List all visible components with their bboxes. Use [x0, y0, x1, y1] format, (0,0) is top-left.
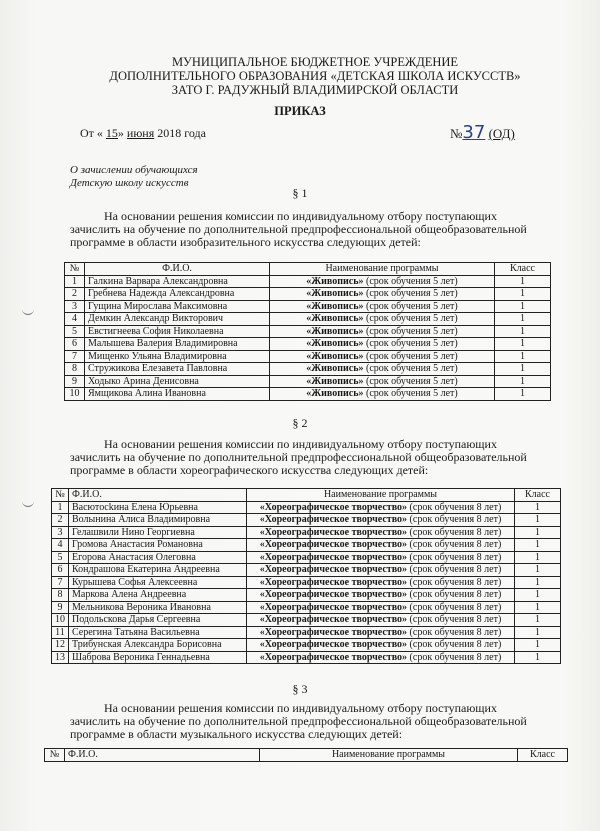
class-number: 1: [515, 614, 561, 627]
student-name: Демкин Александр Викторович: [85, 313, 270, 326]
program-name: [247, 539, 515, 552]
program-title: «Хореографическое творчество»: [259, 526, 408, 538]
class-number: 1: [515, 626, 561, 639]
col-program-header: Наименование программы: [247, 489, 515, 502]
row-number: 6: [52, 564, 69, 577]
table-row: [65, 338, 551, 351]
row-number: 7: [52, 576, 69, 589]
class-number: 1: [515, 639, 561, 652]
class-number: 1: [495, 363, 551, 376]
col-class-header: Класс: [495, 263, 551, 276]
table-row: [52, 501, 561, 514]
program-name: [270, 300, 495, 313]
table-row: [52, 601, 561, 614]
paragraph-line: зачислить на обучение по дополнительной предпрофессиональной общеобразовательной: [70, 222, 527, 236]
class-number: 1: [515, 551, 561, 564]
program-term: (срок обучения 8 лет): [409, 501, 502, 513]
student-name: Волынина Алиса Владимировна: [69, 514, 247, 527]
row-number: 10: [52, 614, 69, 627]
table-row: [65, 375, 551, 388]
program-name: [270, 375, 495, 388]
program-title: «Хореографическое творчество»: [259, 564, 408, 575]
student-name: Гелашвили Нино Георгиевна: [69, 526, 247, 539]
program-term: (срок обучения 5 лет): [366, 350, 458, 362]
program-term: (срок обучения 8 лет): [409, 601, 502, 613]
program-name: [247, 639, 515, 652]
program-name: [270, 325, 495, 338]
punch-hole-mark: [22, 500, 34, 507]
table-row: [52, 514, 561, 527]
program-name: [270, 275, 495, 288]
row-number: 2: [52, 514, 69, 527]
class-number: 1: [495, 288, 551, 301]
date-suffix: 2018 года: [157, 126, 206, 140]
program-name: [247, 501, 515, 514]
date-mid: »: [117, 126, 124, 140]
student-name: Галкина Варвара Александровна: [85, 275, 270, 288]
class-number: 1: [495, 388, 551, 401]
program-term: (срок обучения 5 лет): [366, 375, 458, 387]
row-number: 2: [65, 288, 85, 301]
table-row: [52, 551, 561, 564]
program-term: (срок обучения 8 лет): [409, 626, 502, 638]
header-line-1: МУНИЦИПАЛЬНОЕ БЮДЖЕТНОЕ УЧРЕЖДЕНИЕ: [171, 55, 459, 69]
class-number: 1: [495, 275, 551, 288]
col-number-header: №: [52, 489, 69, 502]
program-term: (срок обучения 5 лет): [366, 325, 458, 337]
class-number: 1: [515, 601, 561, 614]
program-name: [247, 601, 515, 614]
row-number: 12: [52, 639, 69, 652]
paragraph-line: программе в области хореографического искусства следующих детей:: [70, 463, 429, 477]
header-line-3: ЗАТО Г. РАДУЖНЫЙ ВЛАДИМИРСКОЙ ОБЛАСТИ: [171, 83, 459, 97]
col-number-header: №: [45, 749, 65, 762]
punch-hole-mark: [22, 308, 34, 315]
class-number: 1: [495, 300, 551, 313]
program-title: «Живопись»: [306, 350, 364, 362]
program-term: (срок обучения 8 лет): [409, 639, 502, 650]
program-term: (срок обучения 5 лет): [366, 363, 458, 374]
program-title: «Хореографическое творчество»: [259, 501, 408, 513]
row-number: 5: [65, 325, 85, 338]
program-name: [247, 614, 515, 627]
program-title: «Живопись»: [306, 363, 364, 374]
order-suffix: (ОД): [488, 126, 515, 141]
student-name: Малышева Валерия Владимировна: [85, 338, 270, 351]
program-title: «Хореографическое творчество»: [259, 601, 408, 613]
student-name: Гущина Мирослава Максимовна: [85, 300, 270, 313]
student-name: Мельникова Вероника Ивановна: [69, 601, 247, 614]
program-title: «Живопись»: [306, 313, 364, 324]
program-title: «Хореографическое творчество»: [259, 651, 408, 663]
program-term: (срок обучения 8 лет): [409, 526, 502, 538]
col-program-header: Наименование программы: [270, 263, 495, 276]
col-name-header: Ф.И.О.: [65, 749, 260, 762]
paragraph-line: программе в области изобразительного искусства следующих детей:: [70, 235, 421, 249]
row-number: 9: [52, 601, 69, 614]
class-number: 1: [495, 350, 551, 363]
student-name: Кондрашова Екатерина Андреевна: [69, 564, 247, 577]
order-number: [450, 122, 515, 143]
row-number: 7: [65, 350, 85, 363]
student-name: Курышева Софья Алексеевна: [69, 576, 247, 589]
row-number: 3: [65, 300, 85, 313]
class-number: 1: [515, 589, 561, 602]
col-number-header: №: [65, 263, 85, 276]
class-number: 1: [515, 539, 561, 552]
table-header-row: [52, 489, 561, 502]
class-number: 1: [495, 338, 551, 351]
program-title: «Хореографическое творчество»: [259, 614, 408, 625]
program-term: (срок обучения 8 лет): [409, 576, 502, 588]
subject-line-2: Детскую школу искусств: [70, 177, 189, 189]
student-name: Маркова Алена Андреевна: [69, 589, 247, 602]
student-name: Евстигнеева София Николаевна: [85, 325, 270, 338]
program-title: «Хореографическое творчество»: [259, 539, 408, 550]
class-number: 1: [515, 514, 561, 527]
col-class-header: Класс: [515, 489, 561, 502]
program-title: «Живопись»: [306, 275, 364, 287]
document-title: ПРИКАЗ: [274, 104, 326, 118]
program-name: [247, 576, 515, 589]
student-name: Трибунская Александра Борисовна: [69, 639, 247, 652]
table-row: [52, 626, 561, 639]
paragraph-line: зачислить на обучение по дополнительной предпрофессиональной общеобразовательной: [70, 714, 527, 728]
row-number: 6: [65, 338, 85, 351]
program-name: [247, 526, 515, 539]
section-3-mark: § 3: [292, 682, 308, 696]
row-number: 13: [52, 651, 69, 664]
program-name: [270, 363, 495, 376]
program-name: [247, 589, 515, 602]
program-title: «Живопись»: [306, 338, 364, 349]
row-number: 8: [65, 363, 85, 376]
program-term: (срок обучения 5 лет): [366, 388, 458, 399]
table-row: [52, 639, 561, 652]
program-term: (срок обучения 8 лет): [409, 614, 502, 625]
class-number: 1: [515, 564, 561, 577]
program-title: «Хореографическое творчество»: [259, 626, 408, 638]
date-day: 15: [105, 126, 118, 140]
row-number: 1: [52, 501, 69, 514]
program-term: (срок обучения 5 лет): [366, 338, 458, 349]
col-name-header: Ф.И.О.: [69, 489, 247, 502]
table-row: [65, 388, 551, 401]
class-number: 1: [515, 576, 561, 589]
student-name: Шаброва Вероника Геннадьевна: [69, 651, 247, 664]
table-row: [65, 288, 551, 301]
table-row: [65, 363, 551, 376]
row-number: 10: [65, 388, 85, 401]
table-row: [65, 350, 551, 363]
order-sign: №: [450, 126, 463, 141]
table-row: [65, 300, 551, 313]
section-3-table: [44, 748, 568, 762]
section-2-mark: § 2: [292, 416, 308, 430]
program-term: (срок обучения 8 лет): [409, 514, 502, 525]
section-1-table: [64, 262, 551, 401]
col-name-header: Ф.И.О.: [85, 263, 270, 276]
program-name: [270, 313, 495, 326]
paragraph-line: зачислить на обучение по дополнительной предпрофессиональной общеобразовательной: [70, 450, 527, 464]
program-name: [247, 551, 515, 564]
student-name: Егорова Анастасия Олеговна: [69, 551, 247, 564]
program-name: [270, 338, 495, 351]
col-class-header: Класс: [518, 749, 568, 762]
class-number: 1: [495, 313, 551, 326]
subject-line-1: О зачислении обучающихся: [70, 164, 198, 176]
student-name: Ходыко Арина Денисовна: [85, 375, 270, 388]
table-header-row: [45, 749, 568, 762]
program-name: [270, 350, 495, 363]
program-term: (срок обучения 5 лет): [366, 288, 458, 299]
student-name: Серегина Татьяна Васильевна: [69, 626, 247, 639]
row-number: 11: [52, 626, 69, 639]
student-name: Мищенко Ульяна Владимировна: [85, 350, 270, 363]
row-number: 3: [52, 526, 69, 539]
institution-header: [0, 55, 600, 97]
program-title: «Живопись»: [306, 375, 364, 387]
table-row: [52, 564, 561, 577]
program-term: (срок обучения 5 лет): [366, 275, 458, 287]
program-title: «Живопись»: [306, 325, 364, 337]
student-name: Подольскова Дарья Сергеевна: [69, 614, 247, 627]
program-title: «Живопись»: [306, 388, 364, 399]
date-month: июня: [126, 126, 155, 140]
class-number: 1: [495, 375, 551, 388]
program-name: [247, 651, 515, 664]
program-title: «Живопись»: [306, 288, 364, 299]
student-name: Гребнева Надежда Александровна: [85, 288, 270, 301]
paragraph-line: На основании решения комиссии по индивидуальному отбору поступающих: [104, 437, 497, 451]
student-name: Громова Анастасия Романовна: [69, 539, 247, 552]
class-number: 1: [515, 526, 561, 539]
paragraph-line: программе в области музыкального искусства следующих детей:: [70, 727, 403, 741]
section-1-paragraph: [70, 210, 550, 249]
table-row: [52, 589, 561, 602]
row-number: 1: [65, 275, 85, 288]
row-number: 4: [52, 539, 69, 552]
program-name: [270, 388, 495, 401]
class-number: 1: [515, 501, 561, 514]
program-term: (срок обучения 8 лет): [409, 539, 502, 550]
program-title: «Живопись»: [306, 300, 364, 312]
date-prefix: От «: [80, 126, 103, 140]
class-number: 1: [495, 325, 551, 338]
col-program-header: Наименование программы: [260, 749, 518, 762]
paragraph-line: На основании решения комиссии по индивидуальному отбору поступающих: [104, 701, 497, 715]
paragraph-line: На основании решения комиссии по индивидуальному отбору поступающих: [104, 209, 497, 223]
student-name: Васютockина Елена Юрьевна: [69, 501, 247, 514]
table-header-row: [65, 263, 551, 276]
table-row: [52, 651, 561, 664]
row-number: 9: [65, 375, 85, 388]
program-title: «Хореографическое творчество»: [259, 589, 408, 600]
program-title: «Хореографическое творчество»: [259, 551, 408, 563]
table-row: [65, 325, 551, 338]
order-date: [80, 126, 206, 141]
program-name: [247, 564, 515, 577]
section-1-mark: § 1: [292, 186, 308, 200]
program-title: «Хореографическое творчество»: [259, 514, 408, 525]
table-row: [52, 614, 561, 627]
program-term: (срок обучения 8 лет): [409, 564, 502, 575]
program-name: [247, 514, 515, 527]
program-term: (срок обучения 8 лет): [409, 589, 502, 600]
table-row: [52, 539, 561, 552]
table-row: [52, 576, 561, 589]
program-term: (срок обучения 5 лет): [366, 313, 458, 324]
section-3-paragraph: [70, 702, 550, 741]
student-name: Стружикова Елезавета Павловна: [85, 363, 270, 376]
program-term: (срок обучения 8 лет): [409, 551, 502, 563]
program-name: [270, 288, 495, 301]
section-2-paragraph: [70, 438, 550, 477]
header-line-2: ДОПОЛНИТЕЛЬНОГО ОБРАЗОВАНИЯ «ДЕТСКАЯ ШКОЛА ИСКУССТВ»: [109, 69, 521, 83]
order-number-handwritten: 37: [462, 122, 486, 143]
program-term: (срок обучения 8 лет): [409, 651, 502, 663]
table-row: [65, 275, 551, 288]
program-term: (срок обучения 5 лет): [366, 300, 458, 312]
program-title: «Хореографическое творчество»: [259, 576, 408, 588]
section-2-table: [51, 488, 561, 664]
program-name: [247, 626, 515, 639]
row-number: 4: [65, 313, 85, 326]
student-name: Ямщикова Алина Ивановна: [85, 388, 270, 401]
table-row: [65, 313, 551, 326]
row-number: 5: [52, 551, 69, 564]
class-number: 1: [515, 651, 561, 664]
table-row: [52, 526, 561, 539]
program-title: «Хореографическое творчество»: [259, 639, 408, 650]
row-number: 8: [52, 589, 69, 602]
